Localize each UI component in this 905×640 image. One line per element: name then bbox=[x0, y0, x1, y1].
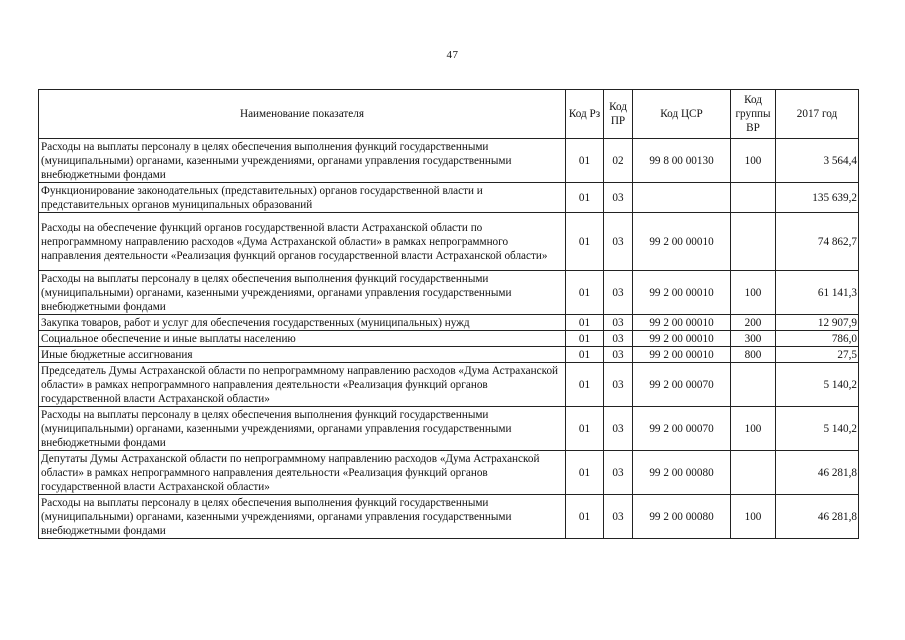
cell-csr: 99 2 00 00070 bbox=[633, 363, 731, 407]
page-number: 47 bbox=[446, 49, 459, 61]
header-row bbox=[39, 90, 859, 139]
table-row bbox=[39, 407, 859, 451]
cell-sum: 786,0 bbox=[776, 331, 859, 347]
cell-sum: 46 281,8 bbox=[776, 451, 859, 495]
cell-rz: 01 bbox=[566, 407, 604, 451]
cell-rz: 01 bbox=[566, 495, 604, 539]
cell-rz: 01 bbox=[566, 315, 604, 331]
table-row bbox=[39, 315, 859, 331]
table-row bbox=[39, 271, 859, 315]
table-header bbox=[39, 90, 859, 139]
cell-name: Социальное обеспечение и иные выплаты населению bbox=[39, 331, 566, 347]
cell-csr bbox=[633, 183, 731, 213]
header-rz: Код Рз bbox=[566, 90, 604, 139]
header-csr: Код ЦСР bbox=[633, 90, 731, 139]
cell-vr: 100 bbox=[731, 271, 776, 315]
cell-sum: 5 140,2 bbox=[776, 363, 859, 407]
table-row bbox=[39, 183, 859, 213]
cell-csr: 99 8 00 00130 bbox=[633, 139, 731, 183]
cell-vr: 100 bbox=[731, 495, 776, 539]
cell-sum: 5 140,2 bbox=[776, 407, 859, 451]
cell-name: Иные бюджетные ассигнования bbox=[39, 347, 566, 363]
cell-pr: 03 bbox=[604, 407, 633, 451]
cell-rz: 01 bbox=[566, 271, 604, 315]
cell-rz: 01 bbox=[566, 347, 604, 363]
table-row bbox=[39, 451, 859, 495]
table-row bbox=[39, 363, 859, 407]
cell-rz: 01 bbox=[566, 331, 604, 347]
cell-rz: 01 bbox=[566, 139, 604, 183]
cell-sum: 3 564,4 bbox=[776, 139, 859, 183]
cell-name: Расходы на выплаты персоналу в целях обеспечения выполнения функций государственными (муниципальными) органами, казенными учреждениями, органами управления государственными внебюджетными фондами bbox=[39, 407, 566, 451]
header-vr: Код группы ВР bbox=[731, 90, 776, 139]
cell-name: Функционирование законодательных (представительных) органов государственной власти и представительных органов муниципальных образований bbox=[39, 183, 566, 213]
table-row bbox=[39, 347, 859, 363]
cell-vr bbox=[731, 451, 776, 495]
cell-csr: 99 2 00 00080 bbox=[633, 451, 731, 495]
cell-vr bbox=[731, 363, 776, 407]
cell-rz: 01 bbox=[566, 213, 604, 271]
cell-csr: 99 2 00 00010 bbox=[633, 271, 731, 315]
cell-vr: 100 bbox=[731, 139, 776, 183]
cell-vr: 200 bbox=[731, 315, 776, 331]
cell-sum: 46 281,8 bbox=[776, 495, 859, 539]
cell-pr: 03 bbox=[604, 495, 633, 539]
cell-name: Расходы на выплаты персоналу в целях обеспечения выполнения функций государственными (муниципальными) органами, казенными учреждениями, органами управления государственными внебюджетными фондами bbox=[39, 495, 566, 539]
table-row bbox=[39, 331, 859, 347]
header-sum: 2017 год bbox=[776, 90, 859, 139]
cell-sum: 27,5 bbox=[776, 347, 859, 363]
table-row bbox=[39, 495, 859, 539]
cell-csr: 99 2 00 00070 bbox=[633, 407, 731, 451]
cell-sum: 74 862,7 bbox=[776, 213, 859, 271]
cell-rz: 01 bbox=[566, 183, 604, 213]
cell-sum: 61 141,3 bbox=[776, 271, 859, 315]
cell-csr: 99 2 00 00010 bbox=[633, 315, 731, 331]
cell-csr: 99 2 00 00010 bbox=[633, 213, 731, 271]
budget-table bbox=[38, 89, 859, 539]
cell-rz: 01 bbox=[566, 451, 604, 495]
table-row bbox=[39, 213, 859, 271]
cell-pr: 03 bbox=[604, 331, 633, 347]
header-pr: Код ПР bbox=[604, 90, 633, 139]
header-name: Наименование показателя bbox=[39, 90, 566, 139]
cell-pr: 03 bbox=[604, 271, 633, 315]
cell-name: Расходы на обеспечение функций органов государственной власти Астраханской области по непрограммному направлению расходов «Дума Астраханской области» в рамках непрограммного направления деятельности «Реализация функций органов государственной власти Астраханской области» bbox=[39, 213, 566, 271]
cell-rz: 01 bbox=[566, 363, 604, 407]
cell-csr: 99 2 00 00010 bbox=[633, 331, 731, 347]
cell-pr: 02 bbox=[604, 139, 633, 183]
cell-pr: 03 bbox=[604, 183, 633, 213]
cell-name: Закупка товаров, работ и услуг для обеспечения государственных (муниципальных) нужд bbox=[39, 315, 566, 331]
cell-csr: 99 2 00 00080 bbox=[633, 495, 731, 539]
cell-vr bbox=[731, 213, 776, 271]
cell-name: Расходы на выплаты персоналу в целях обеспечения выполнения функций государственными (муниципальными) органами, казенными учреждениями, органами управления государственными внебюджетными фондами bbox=[39, 139, 566, 183]
cell-vr bbox=[731, 183, 776, 213]
cell-name: Депутаты Думы Астраханской области по непрограммному направлению расходов «Дума Астраханской области» в рамках непрограммного направления деятельности «Реализация функций органов государственной власти Астраханской области» bbox=[39, 451, 566, 495]
table-row bbox=[39, 139, 859, 183]
cell-sum: 135 639,2 bbox=[776, 183, 859, 213]
cell-vr: 800 bbox=[731, 347, 776, 363]
cell-pr: 03 bbox=[604, 213, 633, 271]
cell-pr: 03 bbox=[604, 315, 633, 331]
cell-name: Расходы на выплаты персоналу в целях обеспечения выполнения функций государственными (муниципальными) органами, казенными учреждениями, органами управления государственными внебюджетными фондами bbox=[39, 271, 566, 315]
table-body bbox=[39, 139, 859, 539]
cell-vr: 300 bbox=[731, 331, 776, 347]
cell-name: Председатель Думы Астраханской области по непрограммному направлению расходов «Дума Астраханской области» в рамках непрограммного направления деятельности «Реализация функций органов государственной власти Астраханской области» bbox=[39, 363, 566, 407]
cell-pr: 03 bbox=[604, 451, 633, 495]
cell-pr: 03 bbox=[604, 363, 633, 407]
cell-csr: 99 2 00 00010 bbox=[633, 347, 731, 363]
cell-pr: 03 bbox=[604, 347, 633, 363]
cell-sum: 12 907,9 bbox=[776, 315, 859, 331]
cell-vr: 100 bbox=[731, 407, 776, 451]
